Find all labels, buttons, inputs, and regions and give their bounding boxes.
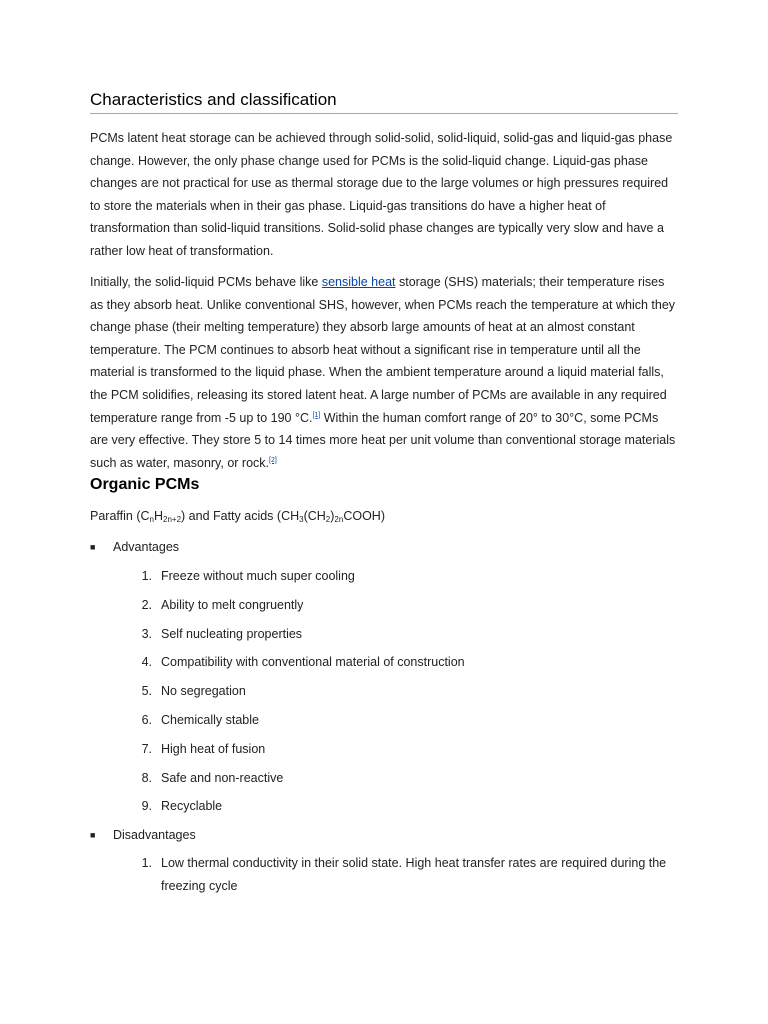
list-number: 2. xyxy=(141,597,152,612)
list-text: Freeze without much super cooling xyxy=(161,569,355,583)
paragraph-behavior xyxy=(90,271,678,474)
subsection-title: Organic PCMs xyxy=(90,476,200,493)
list-number: 1. xyxy=(141,856,152,870)
paragraph-text: Within the human comfort range of 20° to 30°C, some PCMs are very effective. They store 5 to 14 times more heat per unit volume than conventional storage materials such as water, masonry, or rock. xyxy=(90,410,676,470)
formula-subscript: 3 xyxy=(299,515,304,524)
formula-text: COOH) xyxy=(343,509,385,523)
list-item xyxy=(138,767,678,796)
formula-line xyxy=(90,506,678,526)
formula-text: H xyxy=(153,509,163,523)
list-text: No segregation xyxy=(161,684,246,699)
list-number: 8. xyxy=(141,770,152,785)
list-item xyxy=(138,709,678,738)
list-item xyxy=(138,852,678,897)
list-text: High heat of fusion xyxy=(161,741,266,756)
formula-text: ) and Fatty acids (CH xyxy=(181,509,300,523)
list-number: 9. xyxy=(141,799,152,814)
list-text: Ability to melt congruently xyxy=(161,597,304,612)
formula-text: Paraffin (C xyxy=(90,509,150,523)
list-text: Self nucleating properties xyxy=(161,626,303,641)
square-bullet-icon: ■ xyxy=(90,542,96,552)
formula-subscript: 2n+2 xyxy=(163,515,182,524)
list-item xyxy=(138,651,678,680)
paragraph-text: Initially, the solid-liquid PCMs behave like xyxy=(90,275,322,289)
list-number: 1. xyxy=(141,569,152,583)
list-item xyxy=(138,623,678,652)
formula-subscript: 2 xyxy=(325,515,331,524)
list-text: Compatibility with conventional material of construction xyxy=(161,655,465,670)
formula-text: (CH xyxy=(303,509,326,523)
formula-subscript: 2n xyxy=(334,515,344,524)
list-text: Chemically stable xyxy=(161,712,259,727)
list-item xyxy=(138,680,678,709)
list-item xyxy=(138,594,678,623)
list-item xyxy=(138,565,678,594)
list-text: Safe and non-reactive xyxy=(161,770,284,785)
disadvantages-label: Disadvantages xyxy=(113,828,196,842)
list-item xyxy=(138,738,678,767)
list-text: Low thermal conductivity in their solid state. High heat transfer rates are required during the freezing cycle xyxy=(161,856,667,893)
sensible-heat-link[interactable]: sensible heat xyxy=(321,275,396,289)
list-item xyxy=(138,795,678,824)
formula-subscript: n xyxy=(149,515,154,524)
list-number: 5. xyxy=(141,684,152,699)
square-bullet-icon: ■ xyxy=(90,830,96,840)
advantages-label: Advantages xyxy=(113,540,180,554)
section-title: Characteristics and classification xyxy=(90,89,678,114)
citation-link-2[interactable]: [2] xyxy=(269,456,277,464)
list-number: 4. xyxy=(141,655,152,670)
paragraph-intro: PCMs latent heat storage can be achieved through solid-solid, solid-liquid, solid-gas and liquid-gas phase change. However, the only phase change used for PCMs is the solid-liquid change. Liquid-gas phase changes are not practical for use as thermal storage due to the large volumes or high pressures required to store the materials when in their gas phase. Liquid-gas transitions do have a higher heat of transformation than solid-liquid transitions. Solid-solid phase changes are typically very slow and have a rather low heat of transformation. xyxy=(90,131,673,258)
formula-text: ) xyxy=(330,509,335,523)
list-number: 3. xyxy=(141,626,152,641)
citation-link-1[interactable]: [1] xyxy=(312,411,321,419)
advantages-list xyxy=(138,565,678,824)
list-number: 6. xyxy=(141,712,152,727)
disadvantages-list xyxy=(138,852,678,897)
list-text: Recyclable xyxy=(161,799,223,814)
paragraph-text: storage (SHS) materials; their temperature rises as they absorb heat. Unlike conventional SHS, however, when PCMs reach the temperature at which they change phase (their melting temperature) they absorb large amounts of heat at an almost constant temperature. The PCM continues to absorb heat without a significant rise in temperature until all the material is transformed to the liquid phase. When the ambient temperature around a liquid material falls, the PCM solidifies, releasing its stored latent heat. A large number of PCMs are available in any required temperature range from -5 up to 190 °C. xyxy=(90,275,676,425)
list-number: 7. xyxy=(141,741,152,756)
